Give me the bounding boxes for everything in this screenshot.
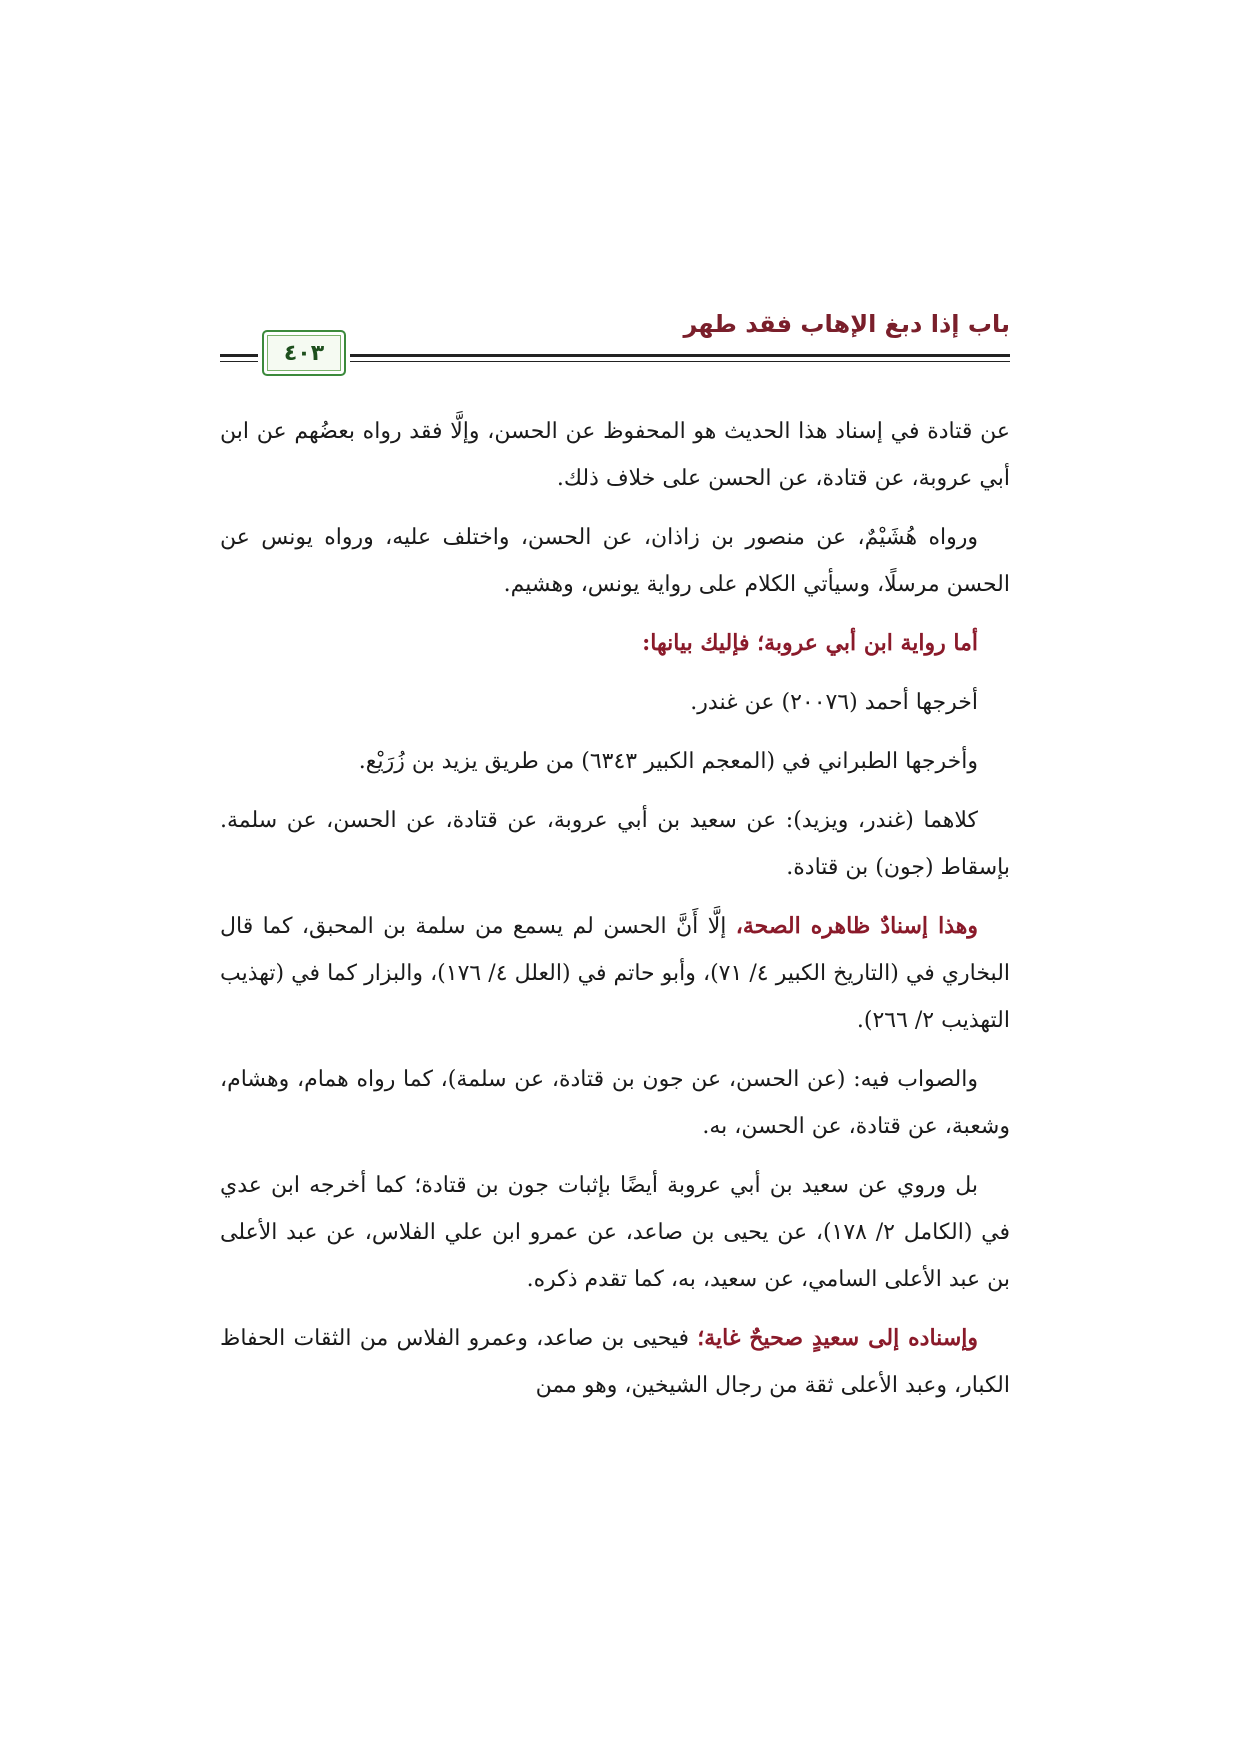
paragraph-10-text: فيحيى بن صاعد، وعمرو الفلاس من الثقات الحفاظ الكبار، وعبد الأعلى ثقة من رجال الشيخين، وهو ممن bbox=[220, 1326, 1010, 1398]
paragraph-7-text: إلَّا أَنَّ الحسن لم يسمع من سلمة بن المحبق، كما قال البخاري في (التاريخ الكبير ٤/ ٧١)، وأبو حاتم في (العلل ٤/ ١٧٦)، والبزار كما في (تهذيب التهذيب ٢/ ٢٦٦). bbox=[220, 914, 1011, 1033]
page-number: ٤٠٣ bbox=[283, 340, 325, 366]
paragraph-2: ورواه هُشَيْمٌ، عن منصور بن زاذان، عن الحسن، واختلف عليه، ورواه يونس عن الحسن مرسلًا، وسيأتي الكلام على رواية يونس، وهشيم. bbox=[220, 525, 1010, 597]
chapter-title: باب إذا دبغ الإهاب فقد طهر bbox=[683, 310, 1010, 338]
page-number-badge bbox=[262, 330, 346, 376]
paragraph-10 bbox=[220, 1315, 1010, 1409]
paragraph-1: عن قتادة في إسناد هذا الحديث هو المحفوظ عن الحسن، وإلَّا فقد رواه بعضُهم عن ابن أبي عروبة، عن قتادة، عن الحسن على خلاف ذلك. bbox=[220, 419, 1011, 491]
paragraph-7-highlight: وهذا إسنادٌ ظاهره الصحة، bbox=[735, 913, 978, 939]
paragraph-6: كلاهما (غندر، ويزيد): عن سعيد بن أبي عروبة، عن قتادة، عن الحسن، عن سلمة. بإسقاط (جون) بن قتادة. bbox=[220, 808, 1010, 880]
paragraph-9: بل وروي عن سعيد بن أبي عروبة أيضًا بإثبات جون بن قتادة؛ كما أخرجه ابن عدي في (الكامل ٢/ ١٧٨)، عن يحيى بن صاعد، عن عمرو ابن علي الفلاس، عن عبد الأعلى بن عبد الأعلى السامي، عن سعيد، به، كما تقدم ذكره. bbox=[220, 1173, 1011, 1292]
page-header bbox=[220, 310, 1010, 390]
page-body bbox=[220, 408, 1010, 1421]
paragraph-5: وأخرجها الطبراني في (المعجم الكبير ٦٣٤٣) من طريق يزيد بن زُرَيْع. bbox=[358, 749, 978, 774]
paragraph-4: أخرجها أحمد (٢٠٠٧٦) عن غندر. bbox=[690, 690, 978, 715]
paragraph-8: والصواب فيه: (عن الحسن، عن جون بن قتادة، عن سلمة)، كما رواه همام، وهشام، وشعبة، عن قتادة، عن الحسن، به. bbox=[220, 1067, 1010, 1139]
header-rule-left bbox=[220, 354, 258, 357]
header-rule-right-thin bbox=[350, 361, 1010, 362]
header-rule-left-thin bbox=[220, 361, 258, 362]
section-heading bbox=[220, 620, 1010, 667]
paragraph-10-highlight: وإسناده إلى سعيدٍ صحيحٌ غاية؛ bbox=[697, 1325, 978, 1351]
heading-text: أما رواية ابن أبي عروبة؛ فإليك بيانها: bbox=[642, 630, 978, 656]
paragraph-7 bbox=[220, 903, 1010, 1044]
header-rule-right bbox=[350, 354, 1010, 357]
